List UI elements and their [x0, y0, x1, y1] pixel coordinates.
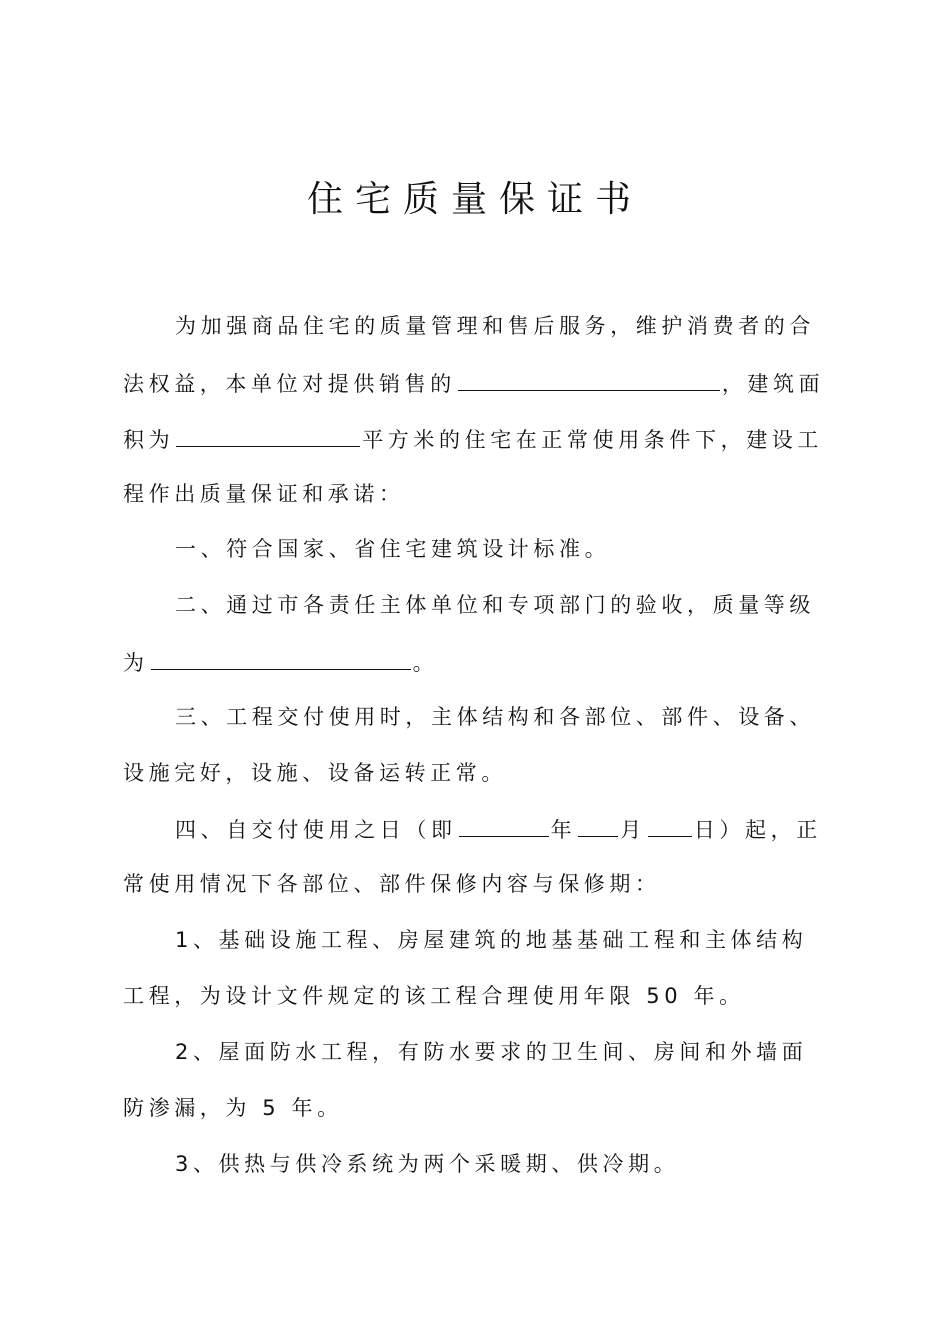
document-title: 住宅质量保证书 [306, 179, 643, 220]
line-text: 。 [412, 651, 439, 675]
line-text: 平方米的住宅在正常使用条件下，建设工 [362, 428, 824, 452]
property-name-blank [458, 362, 720, 391]
paragraph-line [123, 418, 825, 458]
paragraph-line [123, 641, 825, 681]
paragraph-line: 防渗漏，为 5 年。 [123, 1096, 343, 1120]
paragraph-line: 程作出质量保证和承诺： [123, 482, 405, 506]
list-item-4 [123, 808, 825, 848]
paragraph-line: 设施完好，设施、设备运转正常。 [123, 761, 507, 785]
warranty-item-1: 1、基础设施工程、房屋建筑的地基基础工程和主体结构 [175, 928, 808, 952]
list-item-1: 一、符合国家、省住宅建筑设计标准。 [175, 537, 611, 561]
year-blank [459, 808, 549, 837]
list-item-3: 三、工程交付使用时，主体结构和各部位、部件、设备、 [175, 705, 815, 729]
paragraph-line: 为加强商品住宅的质量管理和售后服务，维护消费者的合 [175, 314, 815, 338]
line-text: 日）起，正 [693, 818, 822, 842]
line-text: 积为 [123, 428, 175, 452]
line-text: 月 [620, 818, 646, 842]
paragraph-line [123, 362, 825, 402]
paragraph-line: 工程，为设计文件规定的该工程合理使用年限 50 年。 [123, 984, 745, 1008]
warranty-item-3: 3、供热与供冷系统为两个采暖期、供冷期。 [175, 1152, 680, 1176]
line-text: 四、自交付使用之日（即 [175, 818, 457, 842]
month-blank [578, 808, 618, 837]
warranty-item-2: 2、屋面防水工程，有防水要求的卫生间、房间和外墙面 [175, 1040, 808, 1064]
line-text: 为 [123, 651, 149, 675]
list-item-2: 二、通过市各责任主体单位和专项部门的验收，质量等级 [175, 593, 815, 617]
quality-grade-blank [151, 641, 411, 670]
paragraph-line: 常使用情况下各部位、部件保修内容与保修期： [123, 872, 661, 896]
building-area-blank [176, 418, 360, 447]
line-text: ，建筑面 [721, 372, 825, 396]
line-text: 年 [550, 818, 577, 842]
line-text: 法权益，本单位对提供销售的 [123, 372, 456, 396]
day-blank [648, 808, 692, 837]
